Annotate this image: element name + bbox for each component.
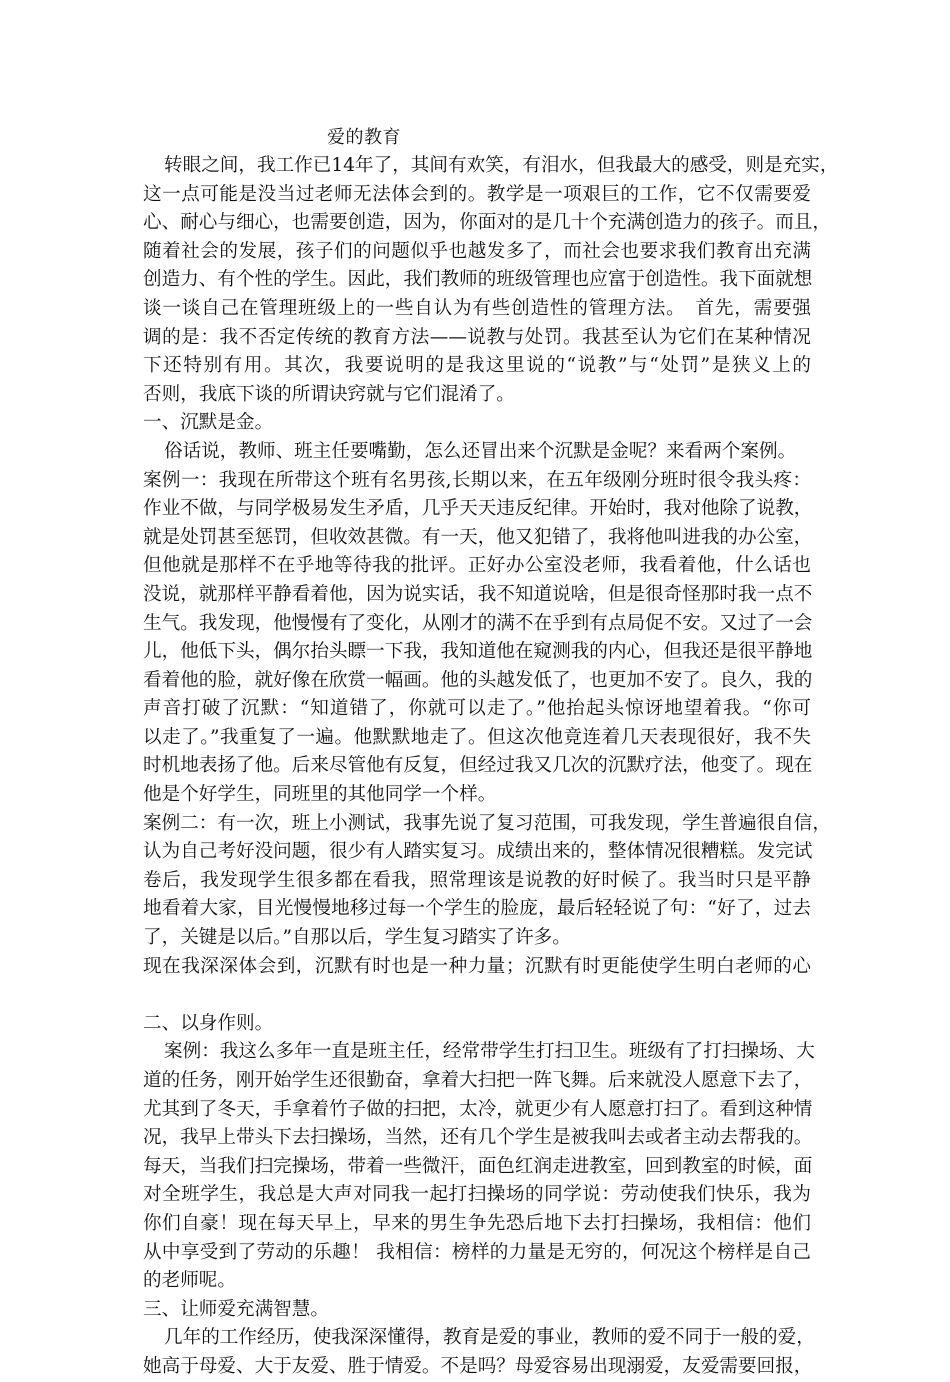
text-line: 从中享受到了劳动的乐趣！ 我相信：榜样的力量是无穷的，何况这个榜样是自己	[143, 1241, 811, 1263]
text-line: 生气。我发现，他慢慢有了变化，从刚才的满不在乎到有点局促不安。又过了一会	[143, 612, 813, 634]
text-line: 地看着大家，目光慢慢地移过每一个学生的脸庞，最后轻轻说了句：“好了，过去	[143, 898, 811, 920]
text-line: 调的是：我不否定传统的教育方法——说教与处罚。我甚至认为它们在某种情况	[143, 326, 811, 348]
text-line: 时机地表扬了他。后来尽管他有反复，但经过我又几次的沉默疗法，他变了。现在	[143, 755, 813, 777]
text-line: 对全班学生，我总是大声对同我一起打扫操场的同学说：劳动使我们快乐，我为	[143, 1184, 811, 1206]
text-line: 道的任务，刚开始学生还很勤奋，拿着大扫把一阵飞舞。后来就没人愿意下去了，	[143, 1070, 813, 1091]
text-line: 这一点可能是没当过老师无法体会到的。教学是一项艰巨的工作，它不仅需要爱	[143, 183, 811, 205]
text-line: 卷后，我发现学生很多都在看我，照常理该是说教的好时候了。我当时只是平静	[143, 869, 811, 891]
text-line: 看着他的脸，就好像在欣赏一幅画。他的头越发低了，也更加不安了。良久，我的	[143, 669, 813, 691]
text-line: 儿，他低下头，偶尔抬头瞟一下我，我知道他在窥测我的内心，但我还是很平静地	[143, 641, 813, 663]
document-title: 爱的教育	[327, 127, 401, 148]
text-line: 认为自己考好没问题，很少有人踏实复习。成绩出来的，整体情况很糟糕。发完试	[143, 841, 813, 863]
text-line: 她高于母爱、大于友爱、胜于情爱。不是吗？母爱容易出现溺爱，友爱需要回报，	[143, 1355, 813, 1377]
document-body	[143, 152, 839, 1382]
text-line: 案例一：我现在所带这个班有名男孩,长期以来，在五年级刚分班时很令我头疼：	[143, 469, 811, 491]
text-line: 案例：我这么多年一直是班主任，经常带学生打扫卫生。班级有了打扫操场、大	[164, 1041, 815, 1063]
document-page	[143, 124, 839, 1382]
text-line: 以走了。”我重复了一遍。他默默地走了。但这次他竟连着几天表现很好，我不失	[143, 726, 811, 748]
text-line: 但他就是那样不在乎地等待我的批评。正好办公室没老师，我看着他，什么话也	[143, 555, 811, 577]
text-line: 了，关键是以后。”自那以后，学生复习踏实了许多。	[143, 927, 571, 949]
text-line: 你们自豪！现在每天早上，早来的男生争先恐后地下去打扫操场，我相信：他们	[143, 1212, 811, 1234]
text-line: 的老师呢。	[143, 1270, 236, 1292]
text-line: 心、耐心与细心，也需要创造，因为，你面对的是几十个充满创造力的孩子。而且，	[143, 212, 831, 234]
text-line: 尤其到了冬天，手拿着竹子做的扫把，太冷，就更少有人愿意打扫了。看到这种情	[143, 1098, 813, 1120]
text-line: 作业不做，与同学极易发生矛盾，几乎天天违反纪律。开始时，我对他除了说教，	[143, 498, 813, 520]
text-line: 声音打破了沉默：“知道错了，你就可以走了。”他抬起头惊讶地望着我。“你可	[143, 698, 811, 720]
text-line: 几年的工作经历，使我深深懂得，教育是爱的事业，教师的爱不同于一般的爱，	[164, 1327, 815, 1349]
text-line: 谈一谈自己在管理班级上的一些自认为有些创造性的管理方法。 首先，需要强	[143, 297, 811, 319]
text-line: 他是个好学生，同班里的其他同学一个样。	[143, 784, 497, 806]
text-line: 案例二：有一次，班上小测试，我事先说了复习范围，可我发现，学生普遍很自信，	[143, 812, 831, 834]
text-line: 就是处罚甚至惩罚，但收效甚微。有一天，他又犯错了，我将他叫进我的办公室，	[143, 526, 813, 548]
text-line: 否则，我底下谈的所谓诀窍就与它们混淆了。	[143, 383, 515, 405]
text-line: 转眼之间，我工作已14年了，其间有欢笑，有泪水，但我最大的感受，则是充实，	[164, 155, 839, 176]
text-line: 下还特别有用。其次，我要说明的是我这里说的“说教”与“处罚”是狭义上的	[143, 355, 811, 377]
text-line	[143, 981, 811, 1010]
text-line: 三、让师爱充满智慧。	[143, 1298, 329, 1320]
text-line: 没说，就那样平静看着他，因为说实话，我不知道说啥，但是很奇怪那时我一点不	[143, 583, 813, 605]
text-line: 随着社会的发展，孩子们的问题似乎也越发多了，而社会也要求我们教育出充满	[143, 240, 811, 262]
text-line: 每天，当我们扫完操场，带着一些微汗，面色红润走进教室，回到教室的时候，面	[143, 1155, 813, 1177]
text-line: 二、以身作则。	[143, 1012, 274, 1034]
text-line: 一、沉默是金。	[143, 412, 274, 434]
text-line: 况，我早上带头下去扫操场，当然，还有几个学生是被我叫去或者主动去帮我的。	[143, 1127, 813, 1149]
text-line: 现在我深深体会到，沉默有时也是一种力量；沉默有时更能使学生明白老师的心	[143, 955, 811, 977]
text-line: 俗话说，教师、班主任要嘴勤，怎么还冒出来个沉默是金呢？来看两个案例。	[164, 440, 797, 462]
text-line: 创造力、有个性的学生。因此，我们教师的班级管理也应富于创造性。我下面就想	[143, 269, 813, 291]
